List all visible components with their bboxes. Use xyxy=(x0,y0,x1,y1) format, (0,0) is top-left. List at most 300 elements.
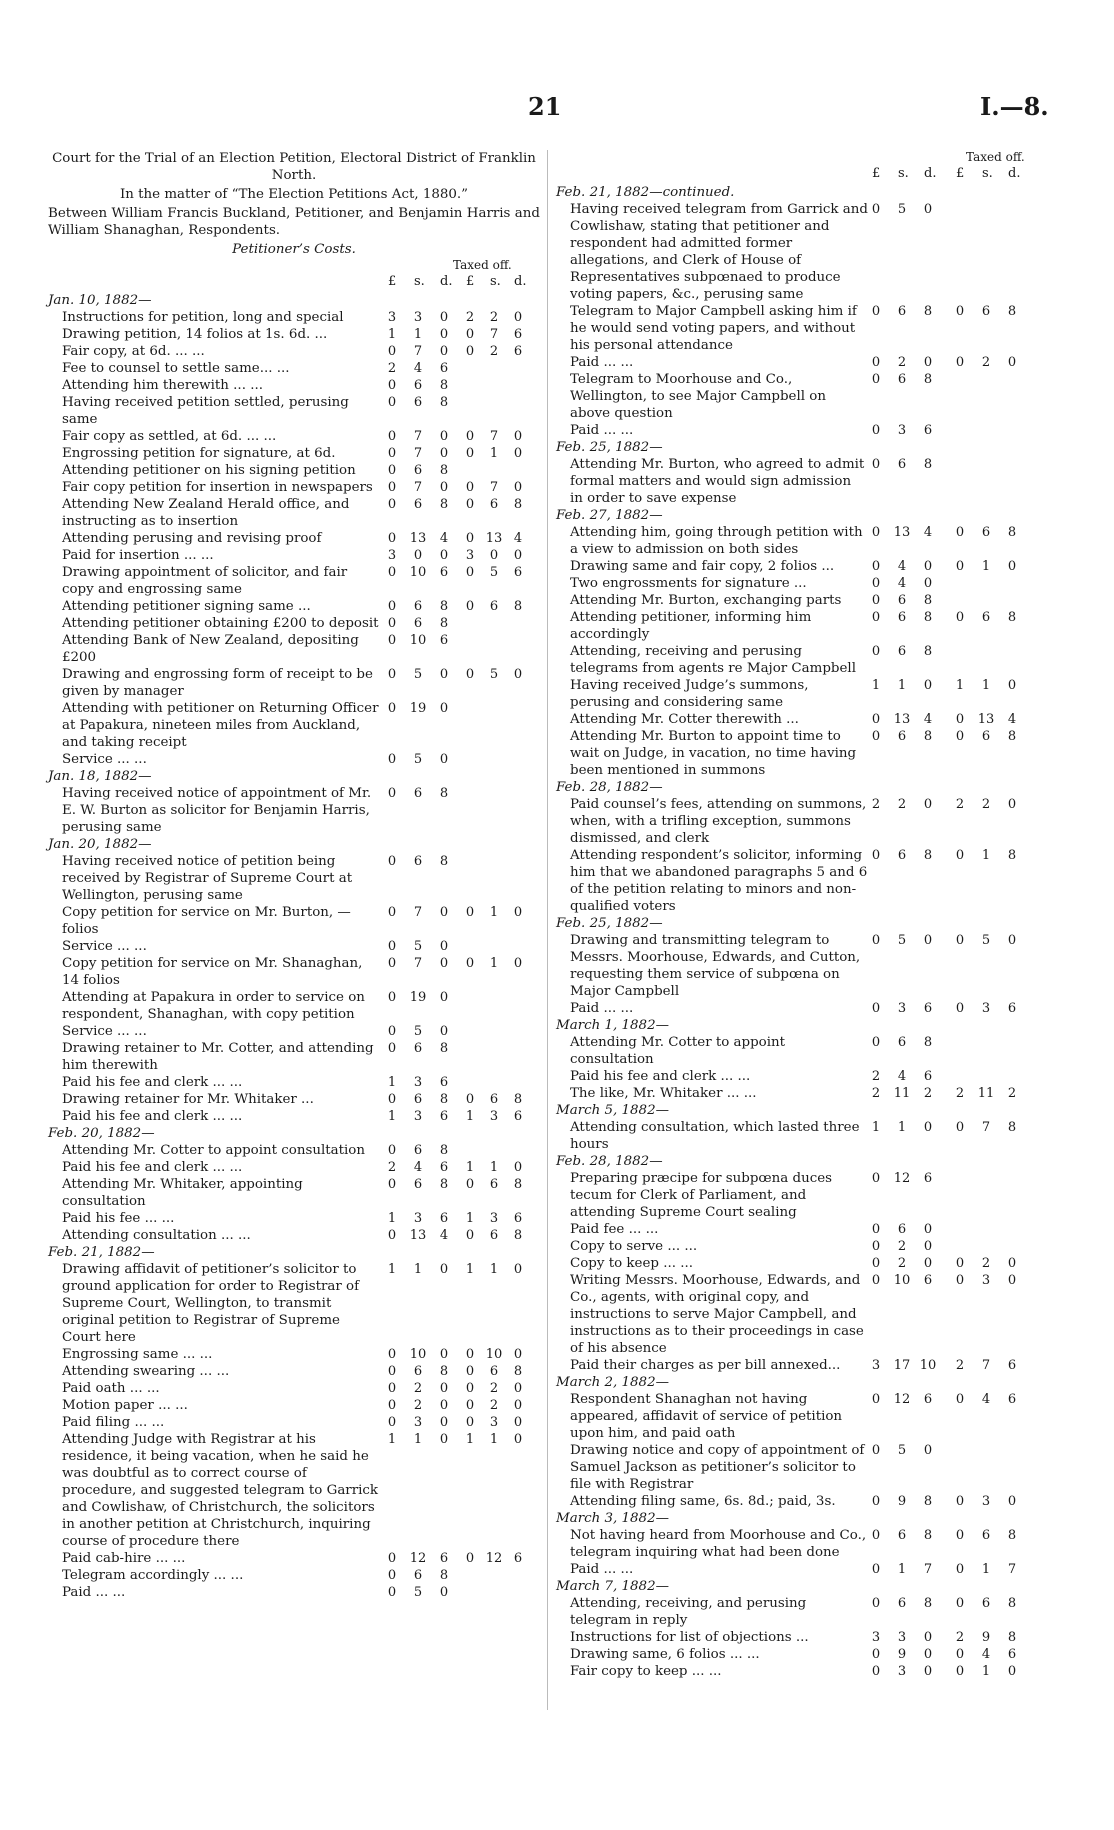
amount-shillings: 10 xyxy=(893,1273,911,1288)
date-heading: Feb. 21, 1882— xyxy=(48,1245,155,1260)
parties-line: Between William Francis Buckland, Petitioner, and Benjamin Harris and William Shanaghan, Respondents. xyxy=(48,206,540,238)
cost-entry xyxy=(556,1629,1044,1646)
amount-shillings: 17 xyxy=(893,1358,911,1373)
date-heading: March 5, 1882— xyxy=(556,1103,669,1118)
amount-pounds: 1 xyxy=(871,678,881,693)
amount-pounds: 0 xyxy=(871,933,881,948)
cost-entry xyxy=(48,1261,540,1346)
taxed-off-pounds: 3 xyxy=(465,548,475,563)
entry-description: Attending consultation, which lasted three hours xyxy=(570,1120,860,1152)
amount-pence: 8 xyxy=(439,497,449,512)
taxed-off-pounds: 0 xyxy=(465,565,475,580)
taxed-off-pounds: 0 xyxy=(465,1364,475,1379)
taxed-off-shillings: 1 xyxy=(489,446,499,461)
entry-description: Copy to keep ... ... xyxy=(570,1256,693,1271)
amount-shillings: 3 xyxy=(897,1001,907,1016)
amount-pence: 6 xyxy=(439,1109,449,1124)
cost-entry xyxy=(48,1023,540,1040)
cost-entry xyxy=(556,1255,1044,1272)
amount-shillings: 2 xyxy=(897,797,907,812)
amount-pence: 6 xyxy=(439,361,449,376)
entry-description: Having received notice of petition being received by Registrar of Supreme Court at Wellington, perusing same xyxy=(62,854,353,903)
amount-pounds: 1 xyxy=(387,1075,397,1090)
amount-pounds: 1 xyxy=(387,327,397,342)
cost-entry xyxy=(48,853,540,904)
amount-pounds: 0 xyxy=(871,644,881,659)
taxed-off-shillings: 1 xyxy=(489,956,499,971)
taxed-off-pounds: 0 xyxy=(465,1551,475,1566)
taxed-off-pounds: 0 xyxy=(955,559,965,574)
amount-pence: 6 xyxy=(923,423,933,438)
amount-pounds: 0 xyxy=(387,1551,397,1566)
taxed-off-shillings: 5 xyxy=(489,565,499,580)
date-heading: Feb. 28, 1882— xyxy=(556,780,663,795)
cost-entry xyxy=(48,1074,540,1091)
amount-pence: 0 xyxy=(923,1239,933,1254)
cost-entry xyxy=(556,201,1044,303)
cost-entry xyxy=(48,445,540,462)
taxed-off-shillings: 10 xyxy=(485,1347,503,1362)
taxed-off-shillings: 3 xyxy=(981,1001,991,1016)
cost-entry xyxy=(556,524,1044,558)
cost-entry xyxy=(556,728,1044,779)
entry-description: Having received notice of appointment of Mr. E. W. Burton as solicitor for Benjamin Harris, perusing same xyxy=(62,786,372,835)
amount-pence: 6 xyxy=(923,1273,933,1288)
taxed-off-pounds: 0 xyxy=(955,712,965,727)
taxed-off-pounds: 0 xyxy=(955,355,965,370)
taxed-off-shillings: 1 xyxy=(489,905,499,920)
amount-pounds: 0 xyxy=(387,667,397,682)
entry-description: Attending with petitioner on Returning Officer at Papakura, nineteen miles from Auckland, and taking receipt xyxy=(62,701,379,750)
taxed-off-pounds: 0 xyxy=(955,1664,965,1679)
amount-pence: 0 xyxy=(439,446,449,461)
costs-subtitle: Petitioner’s Costs. xyxy=(232,242,356,257)
amount-pence: 0 xyxy=(439,990,449,1005)
amount-shillings: 6 xyxy=(897,457,907,472)
amount-shillings: 7 xyxy=(413,480,423,495)
taxed-off-shillings: 6 xyxy=(489,497,499,512)
amount-pence: 8 xyxy=(439,463,449,478)
taxed-off-shillings: 5 xyxy=(981,933,991,948)
cost-entry xyxy=(48,666,540,700)
taxed-off-pence: 0 xyxy=(513,1160,523,1175)
amount-pence: 0 xyxy=(439,939,449,954)
column-divider xyxy=(547,150,548,1710)
amount-pence: 8 xyxy=(923,1528,933,1543)
amount-pounds: 0 xyxy=(871,1596,881,1611)
amount-shillings: 9 xyxy=(897,1647,907,1662)
amount-shillings: 6 xyxy=(413,1364,423,1379)
amount-pounds: 2 xyxy=(387,361,397,376)
cost-entry xyxy=(48,1176,540,1210)
entry-description: Paid ... ... xyxy=(570,423,634,438)
amount-shillings: 0 xyxy=(413,548,423,563)
amount-pence: 0 xyxy=(439,667,449,682)
amount-pence: 6 xyxy=(439,1551,449,1566)
taxed-off-pence: 8 xyxy=(1007,610,1017,625)
cost-entry xyxy=(556,609,1044,643)
entry-description: Preparing præcipe for subpœna duces tecum for Clerk of Parliament, and attending Supreme Court sealing xyxy=(570,1171,833,1220)
amount-pence: 0 xyxy=(439,1347,449,1362)
amount-pounds: 0 xyxy=(387,599,397,614)
taxed-off-shillings: 1 xyxy=(489,1262,499,1277)
cost-entry xyxy=(48,564,540,598)
pound-label: £ xyxy=(872,166,881,181)
taxed-off-pounds: 2 xyxy=(465,310,475,325)
cost-entry xyxy=(556,1527,1044,1561)
amount-pence: 0 xyxy=(923,1664,933,1679)
taxed-off-pounds: 1 xyxy=(465,1432,475,1447)
amount-pounds: 0 xyxy=(871,304,881,319)
amount-pence: 0 xyxy=(439,1262,449,1277)
amount-pounds: 0 xyxy=(387,905,397,920)
cost-entry xyxy=(556,847,1044,915)
taxed-off-shillings: 3 xyxy=(981,1273,991,1288)
amount-pence: 8 xyxy=(923,457,933,472)
pence-label: d. xyxy=(440,274,453,289)
taxed-off-shillings: 1 xyxy=(981,559,991,574)
entry-description: Writing Messrs. Moorhouse, Edwards, and Co., agents, with original copy, and instructions to serve Major Campbell, and instructions as to their proceedings in case of his absence xyxy=(570,1273,864,1356)
entry-description: Attending petitioner, informing him accordingly xyxy=(570,610,812,642)
cost-entry xyxy=(48,1397,540,1414)
taxed-off-shillings: 6 xyxy=(981,610,991,625)
cost-entry xyxy=(48,496,540,530)
amount-pence: 0 xyxy=(923,1120,933,1135)
taxed-off-pence: 0 xyxy=(513,446,523,461)
taxed-off-pence: 0 xyxy=(1007,797,1017,812)
amount-pounds: 0 xyxy=(871,1494,881,1509)
taxed-off-pounds: 0 xyxy=(465,327,475,342)
date-heading: Jan. 18, 1882— xyxy=(48,769,152,784)
entry-description: Drawing appointment of solicitor, and fair copy and engrossing same xyxy=(62,565,348,597)
taxed-off-shillings: 9 xyxy=(981,1630,991,1645)
entry-description: Attending petitioner obtaining £200 to deposit xyxy=(62,616,379,631)
cost-entry xyxy=(48,785,540,836)
amount-shillings: 12 xyxy=(409,1551,427,1566)
amount-pounds: 0 xyxy=(387,1415,397,1430)
entry-description: Engrossing petition for signature, at 6d. xyxy=(62,446,336,461)
amount-shillings: 2 xyxy=(897,1256,907,1271)
amount-shillings: 1 xyxy=(413,1262,423,1277)
amount-pounds: 3 xyxy=(871,1358,881,1373)
amount-pence: 0 xyxy=(923,202,933,217)
amount-shillings: 6 xyxy=(897,304,907,319)
amount-pence: 6 xyxy=(923,1392,933,1407)
taxed-off-pounds: 0 xyxy=(955,1001,965,1016)
amount-shillings: 4 xyxy=(413,361,423,376)
taxed-off-pence: 4 xyxy=(1007,712,1017,727)
entry-description: Having received telegram from Garrick and Cowlishaw, stating that petitioner and respondent had admitted former allegations, and Clerk of House of Representatives subpœnaed to produce voting papers, &c., perusing same xyxy=(570,202,868,302)
amount-pence: 0 xyxy=(923,355,933,370)
right-column xyxy=(556,150,1044,1680)
taxed-off-shillings: 6 xyxy=(489,1228,499,1243)
taxed-off-pence: 0 xyxy=(513,1381,523,1396)
amount-pounds: 2 xyxy=(387,1160,397,1175)
cost-entry xyxy=(48,1159,540,1176)
taxed-off-shillings: 2 xyxy=(489,1381,499,1396)
entry-description: Paid filing ... ... xyxy=(62,1415,165,1430)
amount-pounds: 0 xyxy=(387,1024,397,1039)
amount-pounds: 0 xyxy=(871,1647,881,1662)
amount-shillings: 5 xyxy=(413,667,423,682)
amount-pence: 2 xyxy=(923,1086,933,1101)
pound-label: £ xyxy=(388,274,397,289)
taxed-off-pence: 0 xyxy=(1007,678,1017,693)
amount-pence: 0 xyxy=(439,1585,449,1600)
entry-description: Service ... ... xyxy=(62,1024,147,1039)
cost-entry xyxy=(556,1221,1044,1238)
entry-description: Attending Mr. Whitaker, appointing consultation xyxy=(62,1177,303,1209)
cost-entry xyxy=(48,479,540,496)
entry-description: Fair copy petition for insertion in newspapers xyxy=(62,480,373,495)
taxed-off-pence: 0 xyxy=(513,1415,523,1430)
taxed-off-shillings: 6 xyxy=(981,1528,991,1543)
taxed-off-shillings: 13 xyxy=(485,531,503,546)
amount-shillings: 6 xyxy=(413,1143,423,1158)
entry-description: Drawing petition, 14 folios at 1s. 6d. ... xyxy=(62,327,328,342)
amount-pounds: 0 xyxy=(387,1228,397,1243)
date-heading: Feb. 20, 1882— xyxy=(48,1126,155,1141)
taxed-off-pounds: 0 xyxy=(465,1347,475,1362)
entry-description: Instructions for petition, long and special xyxy=(62,310,344,325)
amount-shillings: 3 xyxy=(413,1075,423,1090)
amount-pounds: 0 xyxy=(387,1092,397,1107)
date-heading: March 7, 1882— xyxy=(556,1579,669,1594)
amount-shillings: 12 xyxy=(893,1171,911,1186)
taxed-off-pounds: 2 xyxy=(955,797,965,812)
taxed-off-pence: 8 xyxy=(1007,1528,1017,1543)
amount-pence: 8 xyxy=(923,1596,933,1611)
amount-pounds: 0 xyxy=(871,525,881,540)
amount-pounds: 0 xyxy=(871,457,881,472)
taxed-off-pence: 0 xyxy=(1007,1273,1017,1288)
cost-entry xyxy=(556,1561,1044,1578)
date-heading: Feb. 28, 1882— xyxy=(556,1154,663,1169)
amount-pence: 8 xyxy=(439,1092,449,1107)
amount-shillings: 6 xyxy=(413,1177,423,1192)
amount-pounds: 0 xyxy=(387,854,397,869)
cost-entry xyxy=(556,1663,1044,1680)
amount-pence: 6 xyxy=(923,1069,933,1084)
shilling-label: s. xyxy=(490,274,501,289)
entry-description: Attending him therewith ... ... xyxy=(62,378,263,393)
taxed-off-pence: 8 xyxy=(513,1177,523,1192)
left-column-head xyxy=(48,258,540,292)
cost-entry xyxy=(48,1142,540,1159)
amount-pounds: 2 xyxy=(871,1086,881,1101)
entry-description: Not having heard from Moorhouse and Co., telegram inquiring what had been done xyxy=(570,1528,867,1560)
amount-pence: 8 xyxy=(439,854,449,869)
entry-description: Copy petition for service on Mr. Burton, — folios xyxy=(62,905,351,937)
pound-label: £ xyxy=(956,166,965,181)
entry-description: Attending, receiving, and perusing telegram in reply xyxy=(570,1596,807,1628)
date-heading: March 3, 1882— xyxy=(556,1511,669,1526)
amount-shillings: 4 xyxy=(897,559,907,574)
amount-shillings: 7 xyxy=(413,344,423,359)
taxed-off-pounds: 0 xyxy=(955,1562,965,1577)
taxed-off-pence: 0 xyxy=(513,429,523,444)
taxed-off-pounds: 1 xyxy=(465,1262,475,1277)
taxed-off-pence: 6 xyxy=(1007,1358,1017,1373)
amount-shillings: 10 xyxy=(409,1347,427,1362)
entry-description: Attending at Papakura in order to service on respondent, Shanaghan, with copy petition xyxy=(62,990,365,1022)
taxed-off-pounds: 1 xyxy=(465,1109,475,1124)
cost-entry xyxy=(48,904,540,938)
amount-pence: 6 xyxy=(439,1160,449,1175)
taxed-off-pence: 6 xyxy=(1007,1647,1017,1662)
cost-entry xyxy=(48,1567,540,1584)
taxed-off-pence: 8 xyxy=(513,1228,523,1243)
taxed-off-pence: 0 xyxy=(1007,1494,1017,1509)
taxed-off-shillings: 4 xyxy=(981,1647,991,1662)
taxed-off-shillings: 4 xyxy=(981,1392,991,1407)
taxed-off-pence: 0 xyxy=(513,310,523,325)
amount-pounds: 3 xyxy=(387,548,397,563)
amount-pence: 0 xyxy=(923,1647,933,1662)
entry-description: Attending Judge with Registrar at his residence, it being vacation, when he said he was doubtful as to correct course of procedure, and suggested telegram to Garrick and Cowlishaw, of Christchurch, the solicitors in another petition at Christchurch, inquiring course of procedure there xyxy=(62,1432,379,1549)
amount-pounds: 1 xyxy=(871,1120,881,1135)
cost-entry xyxy=(556,1119,1044,1153)
entry-description: Paid counsel’s fees, attending on summons, when, with a trifling exception, summons dismissed, and clerk xyxy=(570,797,867,846)
amount-pence: 8 xyxy=(439,378,449,393)
amount-pounds: 0 xyxy=(387,1143,397,1158)
amount-pence: 0 xyxy=(439,752,449,767)
page-number: 21 xyxy=(528,92,562,121)
taxed-off-pounds: 0 xyxy=(465,599,475,614)
amount-pounds: 1 xyxy=(387,1262,397,1277)
taxed-off-pounds: 0 xyxy=(465,1415,475,1430)
taxed-off-pence: 0 xyxy=(1007,355,1017,370)
amount-pounds: 0 xyxy=(871,1171,881,1186)
taxed-off-pence: 6 xyxy=(513,1551,523,1566)
taxed-off-pounds: 0 xyxy=(465,429,475,444)
cost-entry xyxy=(556,422,1044,439)
cost-entry xyxy=(556,1085,1044,1102)
taxed-off-pence: 8 xyxy=(513,1092,523,1107)
amount-pence: 8 xyxy=(923,1494,933,1509)
right-column-head xyxy=(556,150,1044,184)
amount-shillings: 13 xyxy=(893,525,911,540)
taxed-off-label: Taxed off. xyxy=(453,258,512,272)
amount-shillings: 3 xyxy=(413,310,423,325)
cost-entry xyxy=(556,371,1044,422)
amount-shillings: 3 xyxy=(413,1415,423,1430)
amount-pence: 8 xyxy=(439,1143,449,1158)
amount-pounds: 0 xyxy=(387,701,397,716)
cost-entry xyxy=(556,303,1044,354)
amount-shillings: 1 xyxy=(897,678,907,693)
cost-entry xyxy=(556,1646,1044,1663)
taxed-off-shillings: 2 xyxy=(489,344,499,359)
entry-description: Attending Mr. Burton to appoint time to wait on Judge, in vacation, no time having been mentioned in summons xyxy=(570,729,857,778)
amount-pounds: 0 xyxy=(387,1041,397,1056)
amount-shillings: 13 xyxy=(893,712,911,727)
amount-pounds: 0 xyxy=(387,497,397,512)
taxed-off-pence: 4 xyxy=(513,531,523,546)
taxed-off-pence: 8 xyxy=(1007,848,1017,863)
amount-pence: 8 xyxy=(439,786,449,801)
cost-entry xyxy=(556,592,1044,609)
amount-shillings: 6 xyxy=(413,378,423,393)
taxed-off-shillings: 7 xyxy=(981,1358,991,1373)
cost-entry xyxy=(556,1272,1044,1357)
taxed-off-pence: 8 xyxy=(1007,729,1017,744)
amount-pounds: 0 xyxy=(387,531,397,546)
cost-entry xyxy=(556,1068,1044,1085)
amount-pence: 8 xyxy=(923,1035,933,1050)
amount-shillings: 4 xyxy=(897,1069,907,1084)
taxed-off-pence: 0 xyxy=(513,667,523,682)
taxed-off-pence: 2 xyxy=(1007,1086,1017,1101)
amount-shillings: 13 xyxy=(409,531,427,546)
taxed-off-pounds: 0 xyxy=(465,905,475,920)
amount-pence: 6 xyxy=(923,1001,933,1016)
amount-shillings: 2 xyxy=(897,355,907,370)
cost-entry xyxy=(556,354,1044,371)
cost-entry xyxy=(556,575,1044,592)
cost-entry xyxy=(556,1238,1044,1255)
cost-entry xyxy=(556,1000,1044,1017)
taxed-off-pounds: 2 xyxy=(955,1630,965,1645)
taxed-off-pounds: 2 xyxy=(955,1086,965,1101)
taxed-off-shillings: 6 xyxy=(981,304,991,319)
taxed-off-pence: 7 xyxy=(1007,1562,1017,1577)
amount-pence: 0 xyxy=(439,905,449,920)
amount-pence: 0 xyxy=(439,429,449,444)
taxed-off-shillings: 0 xyxy=(489,548,499,563)
taxed-off-pence: 0 xyxy=(513,480,523,495)
entry-description: Drawing same and fair copy, 2 folios ... xyxy=(570,559,835,574)
taxed-off-pounds: 1 xyxy=(465,1160,475,1175)
amount-pence: 8 xyxy=(439,1177,449,1192)
amount-pence: 0 xyxy=(439,327,449,342)
amount-pounds: 0 xyxy=(871,610,881,625)
cost-entry xyxy=(556,1442,1044,1493)
amount-pounds: 0 xyxy=(871,559,881,574)
taxed-off-shillings: 6 xyxy=(489,1092,499,1107)
taxed-off-shillings: 11 xyxy=(977,1086,995,1101)
amount-pence: 8 xyxy=(439,395,449,410)
amount-shillings: 5 xyxy=(413,1585,423,1600)
amount-pounds: 0 xyxy=(871,848,881,863)
amount-pounds: 0 xyxy=(871,1239,881,1254)
taxed-off-shillings: 1 xyxy=(981,678,991,693)
amount-pence: 6 xyxy=(439,1211,449,1226)
taxed-off-shillings: 13 xyxy=(977,712,995,727)
amount-shillings: 5 xyxy=(897,202,907,217)
amount-pence: 8 xyxy=(923,304,933,319)
entry-description: Attending swearing ... ... xyxy=(62,1364,230,1379)
cost-entry xyxy=(48,1227,540,1244)
entry-description: Attending petitioner on his signing petition xyxy=(62,463,356,478)
amount-pounds: 0 xyxy=(871,423,881,438)
cost-entry xyxy=(556,677,1044,711)
amount-shillings: 1 xyxy=(897,1562,907,1577)
entry-description: Drawing retainer to Mr. Cotter, and attending him therewith xyxy=(62,1041,374,1073)
amount-shillings: 6 xyxy=(897,372,907,387)
amount-shillings: 5 xyxy=(413,939,423,954)
amount-pounds: 0 xyxy=(387,344,397,359)
entry-description: Attending filing same, 6s. 8d.; paid, 3s. xyxy=(570,1494,836,1509)
amount-pence: 4 xyxy=(439,1228,449,1243)
amount-shillings: 3 xyxy=(897,1630,907,1645)
cost-entry xyxy=(48,394,540,428)
amount-shillings: 2 xyxy=(413,1381,423,1396)
document-reference: I.—8. xyxy=(980,92,1049,121)
taxed-off-shillings: 7 xyxy=(489,429,499,444)
cost-entry xyxy=(556,456,1044,507)
taxed-off-pounds: 0 xyxy=(955,848,965,863)
